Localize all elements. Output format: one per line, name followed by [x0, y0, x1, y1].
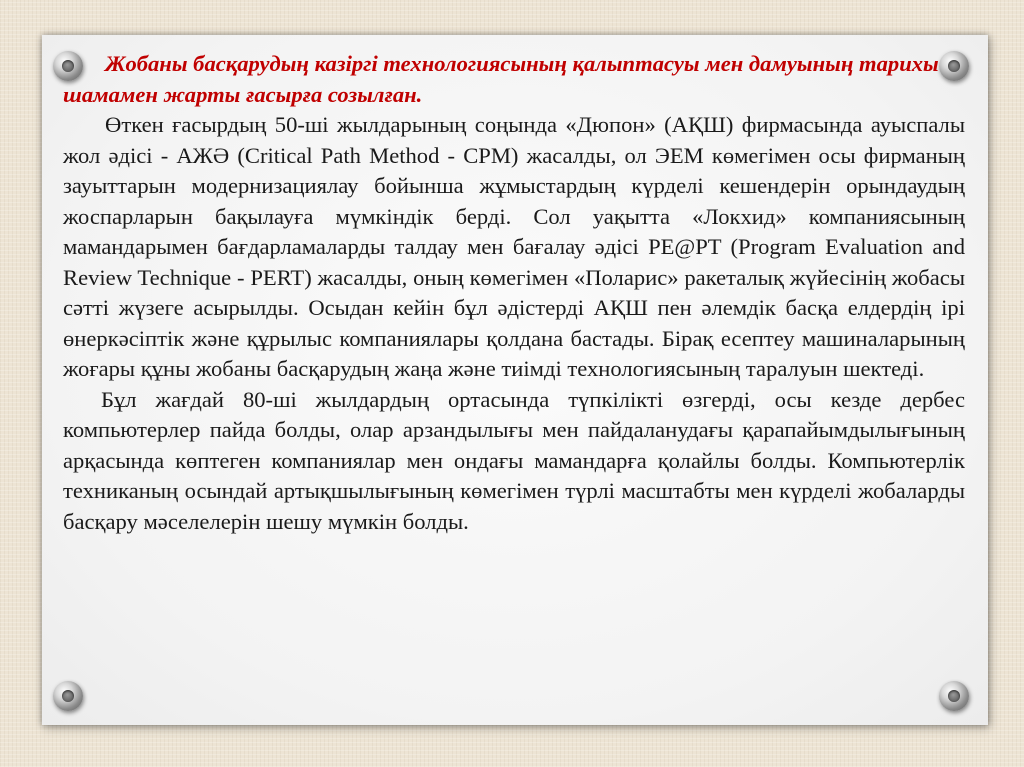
slide-heading: Жобаны басқарудың казіргі технологиясының қалыптасуы мен дамуының тарихы шамамен жарты ғасырға созылған. [63, 51, 939, 107]
body-paragraph: Бұл жағдай 80-ші жылдардың ортасында түпкілікті өзгерді, осы кезде дербес компьютерлер пайда болды, олар арзандылығы мен пайдаланудағы қарапайымдылығының арқасында көптеген компаниялар мен ондағы мамандарға қолайлы болды. Компьютерлік техниканың осындай артықшылығының көмегімен түрлі масштабты мен күрделі жобаларды басқару мәселелерін шешу мүмкін болды. [63, 386, 965, 534]
pin-icon [53, 681, 83, 711]
slide-content [63, 49, 965, 537]
pin-icon [939, 681, 969, 711]
body-paragraph: Өткен ғасырдың 50-ші жылдарының соңында «Дюпон» (АҚШ) фирмасында ауыспалы жол әдісі - АЖӘ (Critical Path Method - CPM) жасалды, ол ЭЕМ көмегімен осы фирманың зауыттарын модернизациялау бойынша жұмыстардың күрделі кешендерін орындаудың жоспарларын бақылауға мүмкіндік берді. Сол уақытта «Локхид» компаниясының мамандарымен бағдарламаларды талдау мен бағалау әдісі PE@PT (Program Evaluation and Review Technique - PERT) жасалды, оның көмегімен «Поларис» ракеталық жүйесінің жобасы сәтті жүзеге асырылды. Осыдан кейін бұл әдістерді АҚШ пен әлемдік басқа елдердің ірі өнеркәсіптік және құрылыс компаниялары қолдана бастады. Бірақ есептеу машиналарының жоғары құны жобаны басқарудың жаңа және тиімді технологиясының таралуын шектеді. [63, 112, 965, 381]
